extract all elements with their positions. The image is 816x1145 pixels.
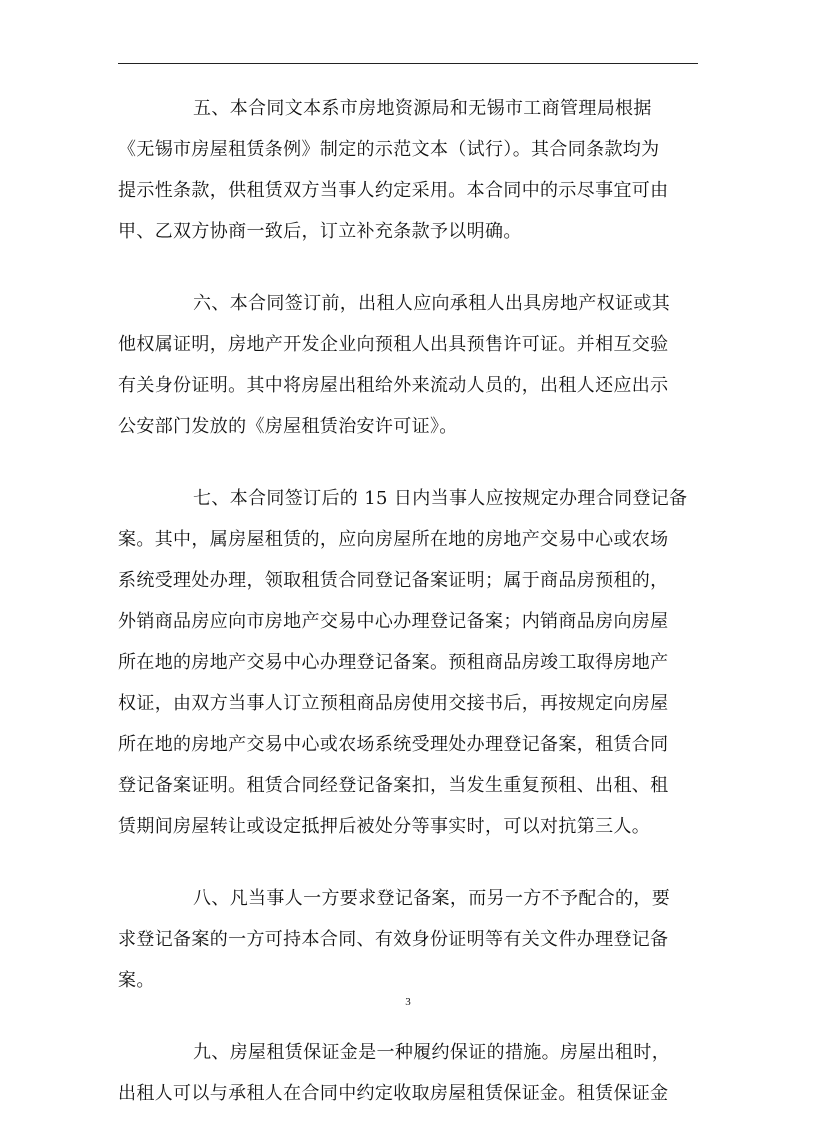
text-line: 九、房屋租赁保证金是一种履约保证的措施。房屋出租时， [193,1042,671,1063]
text-line: 出租人可以与承租人在合同中约定收取房屋租赁保证金。租赁保证金 [118,1083,669,1104]
text-line: 所在地的房地产交易中心办理登记备案。预租商品房竣工取得房地产 [118,652,669,673]
text-line: 案。 [118,970,155,991]
text-line: 公安部门发放的《房屋租赁治安许可证》。 [118,416,458,437]
clause-5-paragraph [118,88,698,252]
text-line: 权证，由双方当事人订立预租商品房使用交接书后，再按规定向房屋 [118,693,669,714]
clause-7-paragraph [118,478,698,847]
header-rule [118,63,698,64]
text-line: 案。其中，属房屋租赁的，应向房屋所在地的房地产交易中心或农场 [118,529,669,550]
page-number: 3 [405,996,411,1008]
text-line: 六、本合同签订前，出租人应向承租人出具房地产权证或其 [193,293,671,314]
text-line: 提示性条款，供租赁双方当事人约定采用。本合同中的示尽事宜可由 [118,180,669,201]
text-line: 系统受理处办理，领取租赁合同登记备案证明；属于商品房预租的， [118,570,669,591]
clause-9-paragraph [118,1032,698,1114]
text-line: 八、凡当事人一方要求登记备案，而另一方不予配合的，要 [193,888,671,909]
text-line: 五、本合同文本系市房地资源局和无锡市工商管理局根据 [193,98,652,119]
document-body [118,88,698,1145]
text-line: 求登记备案的一方可持本合同、有效身份证明等有关文件办理登记备 [118,929,669,950]
text-line: 所在地的房地产交易中心或农场系统受理处办理登记备案，租赁合同 [118,734,669,755]
text-line: 赁期间房屋转让或设定抵押后被处分等事实时，可以对抗第三人。 [118,816,651,837]
text-line: 有关身份证明。其中将房屋出租给外来流动人员的，出租人还应出示 [118,375,669,396]
text-line: 登记备案证明。租赁合同经登记备案扣，当发生重复预租、出租、租 [118,775,669,796]
clause-6-paragraph [118,283,698,447]
clause-8-paragraph [118,878,698,1001]
text-line: 《无锡市房屋租赁条例》制定的示范文本（试行）。其合同条款均为 [118,139,660,160]
text-line: 七、本合同签订后的 15 日内当事人应按规定办理合同登记备 [193,488,688,509]
text-line: 甲、乙双方协商一致后，订立补充条款予以明确。 [118,221,522,242]
text-line: 外销商品房应向市房地产交易中心办理登记备案；内销商品房向房屋 [118,611,669,632]
text-line: 他权属证明，房地产开发企业向预租人出具预售许可证。并相互交验 [118,334,669,355]
